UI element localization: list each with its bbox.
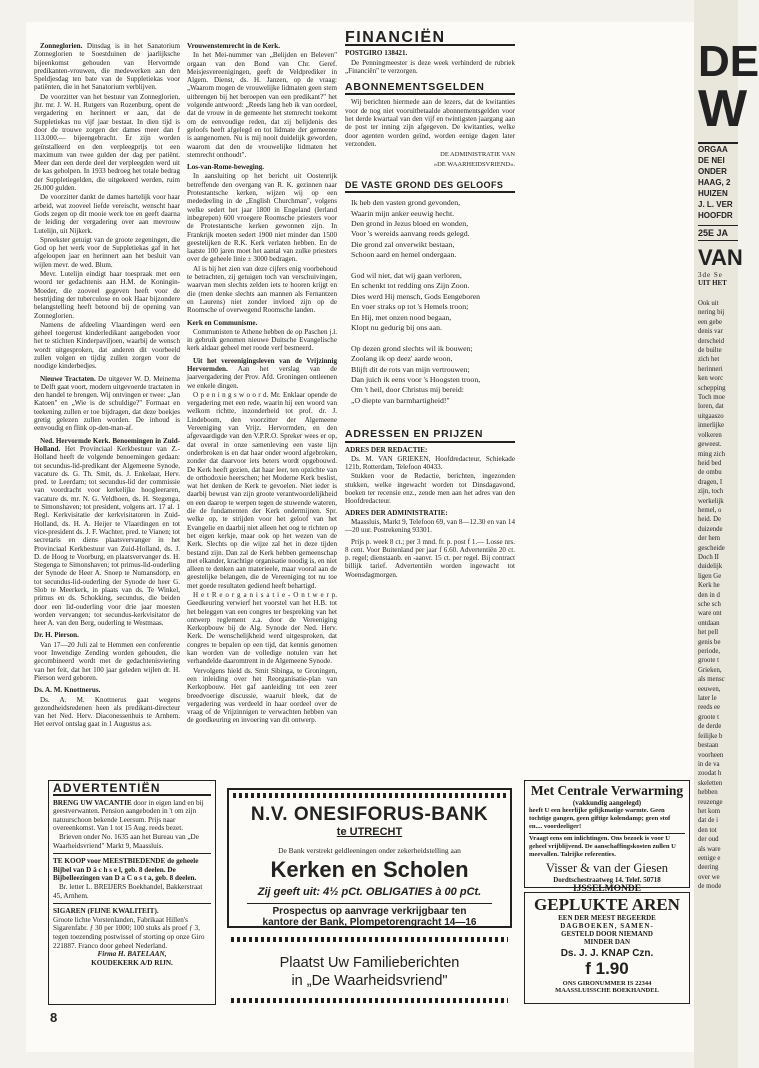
ornament xyxy=(231,937,508,942)
column-fragment-line: zich het xyxy=(698,356,720,364)
column-fragment-line: ming zich xyxy=(698,450,725,458)
masthead-fragment: DE xyxy=(698,37,759,86)
ad-head: TE KOOP voor MEESTBIEDENDE xyxy=(53,857,166,866)
advertenties-title: ADVERTENTIËN xyxy=(53,784,211,796)
article-head: Nieuwe Tractaten. xyxy=(40,374,96,383)
column-fragment-line: den in d xyxy=(698,591,720,599)
ad-text: Groote lichte Vorstenlanden, Fabrikaat Hillen's Sigarenfabr. ƒ 30 per 1000; 100 stuks als proef ƒ 3, tegen toezending postwissel of storting op onze Giro 221887. Franco door geheel Nederland. xyxy=(53,915,205,950)
signature-line: »DE WAARHEIDSVRIEND«. xyxy=(433,160,515,168)
column-fragment-line: ken worc xyxy=(698,375,724,383)
masthead-line: ONDER xyxy=(698,167,727,176)
ornament xyxy=(233,793,506,798)
poem-line: Dies werd Hij mensch, Gods Eengeboren xyxy=(351,291,481,301)
article-benoemingen xyxy=(34,437,180,628)
paragraph: Spreekster getuigt van de groote zegeningen, die God op het werk voor de Suppletiekas gaf in het afgeloopen jaar en herinnert aan het besluit van wijlen mevr. de wed. Blum. xyxy=(34,235,180,269)
bank-prospectus: kantore der Bank, Plompetorengracht 14—16 xyxy=(262,917,477,928)
article-text: Communisten te Athene hebben de op Paschen j.l. in gebruik genomen nieuwe Duitsche Evangelische kerk aldaar geheel met roode verf besmeerd. xyxy=(187,327,337,353)
ad-head: BRENG UW VACANTIE xyxy=(53,798,132,807)
paragraph: Namens de afdeeling Vlaardingen werd een geheel toegerust kinderledikant aangeboden voor het te stichten Kinderpaviljoen, waarbij de wensch wordt uitgesproken, dat anderen dit voorbeeld zullen volgen en tijdig zullen zorgen voor de noodige kinderbedjes. xyxy=(34,320,180,371)
column-fragment-line: de builte xyxy=(698,347,722,355)
column-fragment-line: als ware xyxy=(698,845,721,853)
divider xyxy=(247,903,492,904)
bank-name: N.V. ONESIFORUS-BANK xyxy=(250,804,489,825)
prijs-text: Prijs p. week 8 ct.; per 3 mnd. fr. p. post f 1.— Losse nrs. 8 cent. Voor Buitenland per jaar f 6.60. Advertentiën 20 ct. p. regel; dienstaanb. en -aanvr. 15 ct. per regel. Bij contract billijk tarief. Advertentiën worden ingewacht tot Woensdagmorgen. xyxy=(345,537,515,579)
financien-title: FINANCIËN xyxy=(345,34,515,46)
column-fragment-line: groote t xyxy=(698,713,719,721)
signature-line: DE ADMINISTRATIE VAN xyxy=(440,151,515,159)
article-head: Ds. A. M. Knottnerus. xyxy=(34,686,101,695)
article-head: Zonneglorien. xyxy=(40,42,83,50)
poem-line: Klopt nu gedurig bij ons aan. xyxy=(351,323,442,333)
paragraph: De voorzitter dankt de dames hartelijk voor haar arbeid, wat zooveel liefde vereischt, wenscht haar Gods zegen op dit mooie werk toe en geeft daarna de leiding der vergadering over aan mevrouw Lutelijn, uit Nijkerk. xyxy=(34,193,180,235)
poem-line: En Hij, met onzen nood begaan, xyxy=(351,312,452,322)
verwarming-advert xyxy=(524,780,690,894)
masthead-line: HAAG, 2 xyxy=(698,178,731,187)
article-tractaten xyxy=(34,375,180,433)
article-head: Ned. Hervormde Kerk. Benoemingen in Zuid-Holland. xyxy=(34,436,180,453)
article-text: In aansluiting op het bericht uit Oostenrijk betreffende den overgang van R. K. gezinnen naar Protestantsche kerken, wijzen wij op een mededeeling in de „English Churchman", volgens welke sedert het jaar 1800 in Engeland (Ierland inbegrepen) 600 vroegere Roomsche priesters voor de Protestantsche kerken gewonnen zijn. In Frankrijk moeten sedert 1900 niet minder dan 1500 geestelijken de R.K. Kerk verlaten hebben. En de laatste 100 jaren moet het aantal van zulke priesters over de geheele linie ± 3000 bedragen. xyxy=(187,172,337,264)
paragraph: Al is bij het zien van deze cijfers enig voorbehoud te betrachten, zij getuigen toch van verschuivingen, waarvan men slechts zelden iets te hooren krijgt en die (men denke slechts aan mannen als Fernantzen en Laurens) niet zonder invloed zijn op de Roomsche of overwegend Roomsche landen. xyxy=(187,264,337,315)
familie-line: Plaatst Uw Familieberichten xyxy=(279,955,460,971)
masthead-line: DE NEI xyxy=(698,156,725,165)
column-fragment-line: bestaan xyxy=(698,742,719,750)
poem-line: Ik heb den vasten grond gevonden, xyxy=(351,198,461,208)
column-fragment-line: de ombu xyxy=(698,469,722,477)
article-text: De uitgever W. D. Meinema te Delft gaat voort, modern uitgevoerde tractaten in den handel te brengen. Wij ontvingen er twee: „Jan Katoen" en „Wie is de schuldige?" Formaat en teekening zullen er toe bijdragen, dat deze boekjes gretig gelezen zullen worden. De inhoud is eenvoudig en flink op-den-man-af. xyxy=(34,374,180,433)
column-fragment-line: ligen Ge xyxy=(698,572,722,580)
column-fragment-line: een gebe xyxy=(698,318,722,326)
poem xyxy=(351,198,515,406)
article-text: Dinsdag is in het Sanatorium Zonneglorien te Soestduinen de jaarlijksche bijeenkomst gehouden van Hervormde predikanten-vrouwen, die medewerken aan den Speldjesdag ten bate van de Suppletiekas voor patiënten, die in het Sanatorium verblijven. xyxy=(34,42,181,92)
article-head: Kerk en Communisme. xyxy=(187,318,258,327)
column-fragment-line: Toch moe xyxy=(698,394,725,402)
aren-author: Ds. J. J. KNAP Czn. xyxy=(560,948,654,959)
ad-sign: KOUDEKERK A/D RIJN. xyxy=(91,958,173,967)
verwarming-address: Dordtschestraatweg 14. Telef. 50718 xyxy=(553,876,661,884)
column-fragment xyxy=(698,299,738,892)
poem-line: Op dezen grond slechts wil ik bouwen; xyxy=(351,343,473,353)
column-1 xyxy=(34,42,181,729)
aren-sub: DAGBOEKEN, SAMEN- xyxy=(560,922,654,930)
paragraph: Mevr. Lutelijn eindigt haar toespraak met een woord ter gedachtenis aan H.M. de Koningin-Moeder, die zooveel gegeven heeft voor de bestrijding der tuberculose en ook Haar bijzondere belangstelling heeft betoond bij de opening van Zonneglorien. xyxy=(34,270,180,320)
masthead-line: HOOFDR xyxy=(698,211,733,220)
advertenties-box xyxy=(48,780,216,1005)
poem-line: Schoon aard en hemel ondergaan. xyxy=(351,250,457,260)
column-fragment-line: derscheid xyxy=(698,337,725,345)
column-fragment-line: ware ont xyxy=(698,610,722,618)
article-text: Aan het verslag van de jaarvergadering der Prov. Afd. Groningen ontleenen we enkele dingen. xyxy=(187,364,337,390)
column-fragment-line: Ook uit xyxy=(698,300,719,307)
aren-sub: EEN DER MEEST BEGEERDE xyxy=(558,914,656,922)
column-3 xyxy=(345,29,515,769)
article-head: Dr. H. Pierson. xyxy=(34,631,79,640)
poem-line: En voer straks op tot 's Hemels troon; xyxy=(351,302,469,312)
postgiro: POSTGIRO 138421. xyxy=(345,49,408,58)
redactie-text: Ds. M. VAN GRIEKEN, Hoofdredacteur, Schiekade 121b, Rotterdam, Telefoon 40433. xyxy=(345,454,515,472)
column-fragment-line: dat de i xyxy=(698,817,719,825)
page-number: 8 xyxy=(50,1010,58,1025)
ad-sign: Firma H. BATELAAN, xyxy=(97,950,167,959)
bank-headline: Kerken en Scholen xyxy=(270,857,469,882)
column-fragment-line: loren, dat xyxy=(698,403,724,411)
article-zonneglorien xyxy=(34,42,180,92)
redactie-text: Stukken voor de Redactie, berichten, ingezonden stukken, welke ingewacht worden tot Dinsdagavond, boeken ter recensie enz., zende men aan het adres van den Hoofdredacteur. xyxy=(345,472,515,506)
verwarming-text: Vraagt eens om inlichtingen. Ons bezoek is voor U geheel vrijblijvend. De aanschaffingskosten zullen U meevallen. Talrijke referenties. xyxy=(529,833,685,859)
poem-line: Dan juich ik eens voor 's Hoogsten troon, xyxy=(351,375,481,385)
ad-vacantie xyxy=(53,799,211,833)
date-fragment: 25E JA xyxy=(698,225,738,241)
column-fragment-line: eenige e xyxy=(698,854,721,862)
column-fragment-line: over we xyxy=(698,873,720,881)
poem-line: Den grond in Jezus bloed en wonden, xyxy=(351,218,469,228)
column-fragment-line: zoodat h xyxy=(698,770,722,778)
subtitle-fragment: UIT HET xyxy=(698,279,727,287)
abonnement-title: ABONNEMENTSGELDEN xyxy=(345,83,515,95)
admin-text: Maassluis, Markt 9, Telefoon 69, van 8—12.30 en van 14—20 uur. Postrekening 93301. xyxy=(345,517,515,535)
poem-line: Waarin mijn anker eeuwig hecht. xyxy=(351,208,455,218)
column-fragment-line: den tot xyxy=(698,826,717,834)
column-fragment-line: schepping xyxy=(698,384,726,392)
column-fragment-line: later le xyxy=(698,695,717,703)
column-fragment-line: dragen, I xyxy=(698,478,723,486)
poem-line: „O diepte van barmhartigheid!" xyxy=(351,395,450,405)
column-fragment-line: Doch II xyxy=(698,553,719,561)
ornament xyxy=(231,998,508,1003)
column-fragment-line: deering xyxy=(698,864,719,872)
column-fragment-line: duidelijk xyxy=(698,563,723,571)
geplukte-aren-advert xyxy=(524,892,690,1004)
aren-giro: MAASSLUISSCHE BOEKHANDEL xyxy=(555,987,659,994)
column-fragment-line: duizende xyxy=(698,525,723,533)
column-fragment-line: nering bij xyxy=(698,309,725,317)
subtitle-fragment: 3de Se xyxy=(698,271,723,279)
column-fragment-line: periode, xyxy=(698,648,721,656)
poem-line: Zoolang ik op deez' aarde woon, xyxy=(351,354,453,364)
divider xyxy=(53,853,211,854)
poem-line: Blijft dit de rots van mijn vertrouwen; xyxy=(351,364,470,374)
column-fragment-line: ontdaan xyxy=(698,619,720,627)
column-fragment-line: uitgaaszo xyxy=(698,412,724,420)
aren-price: f 1.90 xyxy=(585,959,629,978)
poem-line xyxy=(351,333,515,343)
column-fragment-line: hemel, o xyxy=(698,506,722,514)
column-fragment-line: geweest. xyxy=(698,441,722,449)
verwarming-firm: Visser & van der Giesen xyxy=(545,861,669,875)
financien-text: De Penningmeester is deze week verhinderd de rubriek „Financiën" te verzorgen. xyxy=(345,58,515,75)
ad-bijbel xyxy=(53,857,211,883)
aren-giro: ONS GIRONUMMER IS 22344 xyxy=(562,980,652,987)
bank-obligaties: Zij geeft uit: 4½ pCt. OBLIGATIES à 00 pCt. xyxy=(257,886,482,898)
divider xyxy=(53,903,211,904)
paragraph: O p e n i n g s w o o r d. Mr. Enklaar opende de vergadering met een rede, waarin hij een woord van welkom richtte, inzonderheid tot prof. dr. J. Lindeboom, den voorzitter der Algemeene Vereeniging van Vrijz. Hervormden, en den afgevaardigde van den V.P.R.O. Spreker wees er op, dat overal in onze samenleving een vaste lijn onderbroken is en dat haar onder woord afgebroken, zonder dat daarvoor iets beters wordt opgebouwd. De Kerk heeft gezien, dat haar leer, ten opzichte van de orthodoxie heerschen; het Moderne Kerk beslist, wat het denken de Kerk te gevoelen. Niet ieder is daarbij bewust van zijn groote verantwoordelijkheid en een daarop te werpen tegen de stuwende wateren, die de fundamenten der Kerk ondermijnen. Spr. welke op, te strijden voor het geloof van het Evangelie en daarbij niet alleen het oog te richten op het eigen kerkje, maar ook op het wezen van de Kerk. Slechts op die wijze zal het in deze tijden bestand zijn. Dan zal de Kerk hebben gemeenschap met elkander, krachtige organisatie noodig is, en niet alleen te denken aan materieele, maar vooral aan de geestelijke belangen, die de Vereeniging tot nu toe met goede resultaten gediend heeft behartigd. xyxy=(187,390,337,590)
paragraph: De voorzitter van het bestuur van Zonneglorien, jhr. mr. J. W. H. Rutgers van Rozenburg, opent de vergadering en herinnert er aan, dat de Suppletiekas nu vijf jaar bestaat. In dien tijd is door de trouwe zorgen der dames meer dan f 113.000.— bijeengebracht. Er zijn worden geïnstalleerd en den verpleegprijs tot een maximum van twee gulden der dag per patiënt. Meer dan een derde deel der verpleegden werd uit de kas geholpen. In 1933 bedroeg het totale bedrag der Suppletiegelden, die uitgekeerd werden, ruim 26.000 gulden. xyxy=(34,92,180,193)
familieberichten-advert xyxy=(227,935,512,1007)
column-fragment-line: het kom xyxy=(698,807,721,815)
aren-sub: MINDER DAN xyxy=(583,938,631,946)
adressen-title: ADRESSEN EN PRIJZEN xyxy=(345,430,515,442)
masthead-line: J. L. VER xyxy=(698,200,733,209)
masthead-fragment: W xyxy=(698,80,748,138)
column-fragment-line: zijn, toch xyxy=(698,488,724,496)
column-fragment-line: de derde xyxy=(698,723,722,731)
column-fragment-line: reeds ee xyxy=(698,704,721,712)
verwarming-sub: (vakkundig aangelegd) xyxy=(572,799,642,807)
ad-text: de geheele Bijbel van D ä c h s e l, geb. 8 deelen. De Bijbelleezingen van D a C o s t a, geb. 8 deelen. xyxy=(53,857,199,883)
aren-sub: GESTELD DOOR NIEMAND xyxy=(561,930,653,938)
column-fragment-line: sche sch xyxy=(698,601,721,608)
column-fragment-line: voorheen xyxy=(698,751,724,759)
poem-line xyxy=(351,261,515,271)
ad-text: Brieven onder No. 1635 aan het Bureau van „De Waarheidsvriend" Markt 9, Maassluis. xyxy=(53,832,199,850)
bank-city: te UTRECHT xyxy=(336,826,403,838)
column-fragment-line: der oud xyxy=(698,836,719,844)
article-head: Vrouwenstemrecht in de Kerk. xyxy=(187,42,280,50)
poem-line: Voor 's wereids aanvang reeds gelegd. xyxy=(351,229,470,239)
masthead-line: ORGAA xyxy=(698,145,728,154)
column-fragment-line: innerlijke xyxy=(698,422,725,430)
familie-line: in „De Waarheidsvriend" xyxy=(291,973,448,989)
column-fragment-line: skeletten xyxy=(698,779,723,787)
bank-prospectus: Prospectus op aanvrage verkrijgbaar ten xyxy=(272,906,467,917)
column-fragment-line: feilijke b xyxy=(698,732,723,740)
column-fragment-line: reuzenge xyxy=(698,798,723,806)
ad-text: door in eigen land en bij geestverwanten. Pension aangeboden in 't om zijn natuurschoon bekende Leersum. Prijs naar overeenkomst. Van 1 tot 15 Aug. reeds bezet. xyxy=(53,798,204,833)
article-text: Het Provinciaal Kerkbestuur van Z.-Holland heeft de volgende benoemingen gedaan: tot secundus-lid-predikant der Algemeene Synode, vacature ds. G. Th. Smit, ds. J. Enkelaar, Herv. pred. te Leerdam; tot secundus-lid der commissie van voordracht voor kerkelijke hoogleeraren, vacature ds. mr. N. G. Veldhoen, ds. H. Stegenga, te Simonshaven; tot president, volgens art. 17 al. 1 Regl. Kerkvisitatie der kerkvisitatoren in Zuid-Holland, ds. H. A. Heijer te Vlaardingen en tot vice-president ds. J. F. Wachter, pred. te Vianen; tot secretaris en diens plaatsvervanger in het Provinciaal Kerkbestuur van Zuid-Holland, ds. J. D. de Hoog te Voorburg, en plaatsvervanger ds. H. Stegenga te Simonshaven; tot primus-lid-ouderling der Synode de Heer A. Snoep te Numansdorp, en tot secundus-lid-ouderling der Synode de heer G. Slob te Meerkerk, in plaats van ds. Te Winkel, primus en ds. Schokking, secundus, die beiden door een lid-ouderling voor drie jaar moesten worden vervangen; tot secundus-kerkvisitator de heer A. van den Berg, ouderling te Westmaas. xyxy=(34,444,181,628)
article-head: Los-van-Rome-beweging. xyxy=(187,163,265,172)
article-text: Van 17—20 Juli zal te Hemmen een conferentie voor Inwendige Zending worden gehouden, die gecombineerd wordt met de gedachtenisviering van het feit, dat het 100 jaar geleden wijlen dr. H. Pierson werd geboren. xyxy=(34,640,180,682)
column-fragment-line: groote t xyxy=(698,657,719,665)
poem-line: Om 't heil, door Christus mij bereid: xyxy=(351,385,464,395)
aren-title: GEPLUKTE AREN xyxy=(534,895,680,914)
verwarming-city: IJSSELMONDE xyxy=(572,884,642,894)
bank-advert xyxy=(227,788,512,928)
column-fragment-line: in de va xyxy=(698,760,720,768)
poem-line: Die grond zal onverwikt bestaan, xyxy=(351,239,455,249)
column-fragment-line: werkelijk xyxy=(698,497,724,505)
abonnement-text: Wij berichten hiermede aan de lezers, dat de kwitanties voor de nog niet vooruitbetaalde abonnementsgelden voor het derde kwartaal van den vijf en twintigsten jaargang aan de post ter inning zijn afgegeven. De kwitanties, welke door agenten worden geïnd, worden eenige dagen later verzonden. xyxy=(345,98,515,148)
column-fragment-line: volkeren xyxy=(698,431,722,439)
article-text: Ds. A. M. Knottnerus gaat wegens gezondheidsredenen heen als predikant-directeur van het Ned. Herv. Diaconessenhuis te Arnhem. Het eervol ontslag gaat in 1 Augustus a.s. xyxy=(34,695,180,729)
next-page-edge xyxy=(698,37,759,1040)
column-fragment-line: hebben xyxy=(698,789,718,797)
column-fragment-line: de mode xyxy=(698,883,722,891)
column-fragment-line: herinneri xyxy=(698,365,723,373)
poem-title: DE VASTE GROND DES GELOOFS xyxy=(345,181,515,193)
admin-head: ADRES DER ADMINISTRATIE: xyxy=(345,508,448,517)
column-fragment-line: het pell xyxy=(698,629,719,637)
column-fragment-line: heid. De xyxy=(698,516,722,524)
article-vereenigingsleven xyxy=(187,357,337,390)
column-2 xyxy=(187,42,337,725)
column-fragment-line: der hem xyxy=(698,535,721,543)
column-fragment-line: als mensc xyxy=(698,676,725,684)
masthead-lines xyxy=(698,142,738,221)
redactie-head: ADRES DER REDACTIE: xyxy=(345,445,428,454)
ad-text: Br. letter L. BREIJERS Boekhandel, Bakkerstraat 45, Arnhem. xyxy=(53,882,203,900)
verwarming-title: Met Centrale Verwarming xyxy=(530,783,684,798)
column-fragment-line: eeuwen, xyxy=(698,685,721,693)
poem-line: En schenkt tot redding ons Zijn Zoon. xyxy=(351,281,470,291)
verwarming-text: heeft U een heerlijke gelijkmatige warmte. Geen tochtige gangen, geen giftige kolendamp; geen stof en.... voordeeliger! xyxy=(529,807,671,830)
title-fragment: VAN xyxy=(698,245,743,270)
column-fragment-line: Kerk he xyxy=(698,582,720,590)
column-fragment-line: gescheide xyxy=(698,544,725,552)
poem-line: God wil niet, dat wij gaan verloren, xyxy=(351,271,462,280)
column-fragment-line: Grieken, xyxy=(698,666,722,674)
paragraph: H e t R e o r g a n i s a t i e - O n t w e r p. Geedkeuring verwierf het voorstel van het H.B. tot het beleggen van een congres ter bespreking van het ontwerp reglement z.a. door de Vereeniging Kerkopbouw bij de Alg. Synode der Ned. Herv. Kerk. De wenschelijkheid werd uitgesproken, dat congres te bepalen op een tijd, dat kennis genomen kan worden van de volledige notulen van het verhandelde daaromtrent in de Algemeene Synode. xyxy=(187,591,337,666)
column-fragment-line: genis be xyxy=(698,638,721,646)
masthead-line: HUIZEN xyxy=(698,189,728,198)
column-fragment-line: heid bed xyxy=(698,459,722,467)
bank-tagline: De Bank verstrekt geldleeningen onder zekerheidstelling aan xyxy=(278,846,461,855)
article-head: Uit het vereenigingsleven van de Vrijzinnig Hervormden. xyxy=(187,356,337,373)
paragraph: Vervolgens hield ds. Smit Sibinga, te Groningen, een inleiding over het Reorganisatie-plan van Kerkopbouw. Het gaf aanleiding tot een zeer breedvoerige discussie, waaruit bleek, dat de vergadering was verdeeld in haar oordeel over de vraag of de Vrijzinnigen te verwachten hebben van de goedkeuring en invoering van dit ontwerp. xyxy=(187,666,337,725)
ad-head: SIGAREN (FIJNE KWALITEIT). xyxy=(53,907,159,916)
article-text: In het Mei-nummer van „Belijden en Beleven" orgaan van den Bond van Chr. Geref. Meisjesvereenigingen, geeft de Veldprediker in Algem. Dienst, ds. H. Janzen, op de vraag: „Waarom mogen de vrouwelijke lidmaten geen stem uitbrengen bij het beroepen van een predikant?" het volgende antwoord: „Reeds lang heb ik van oordeel, dat de vrouw in de gemeente het stemrecht toekomt om de eenvoudige reden, dat zij belijdenis des geloofs heeft afgelegd en tot lidmate der gemeente is aangenomen. Nu is mij nooit duidelijk geworden, waarom dat den de vrouwelijke lidmaten het stemrecht onthoudt". xyxy=(187,51,337,159)
column-fragment-line: denis var xyxy=(698,328,723,336)
